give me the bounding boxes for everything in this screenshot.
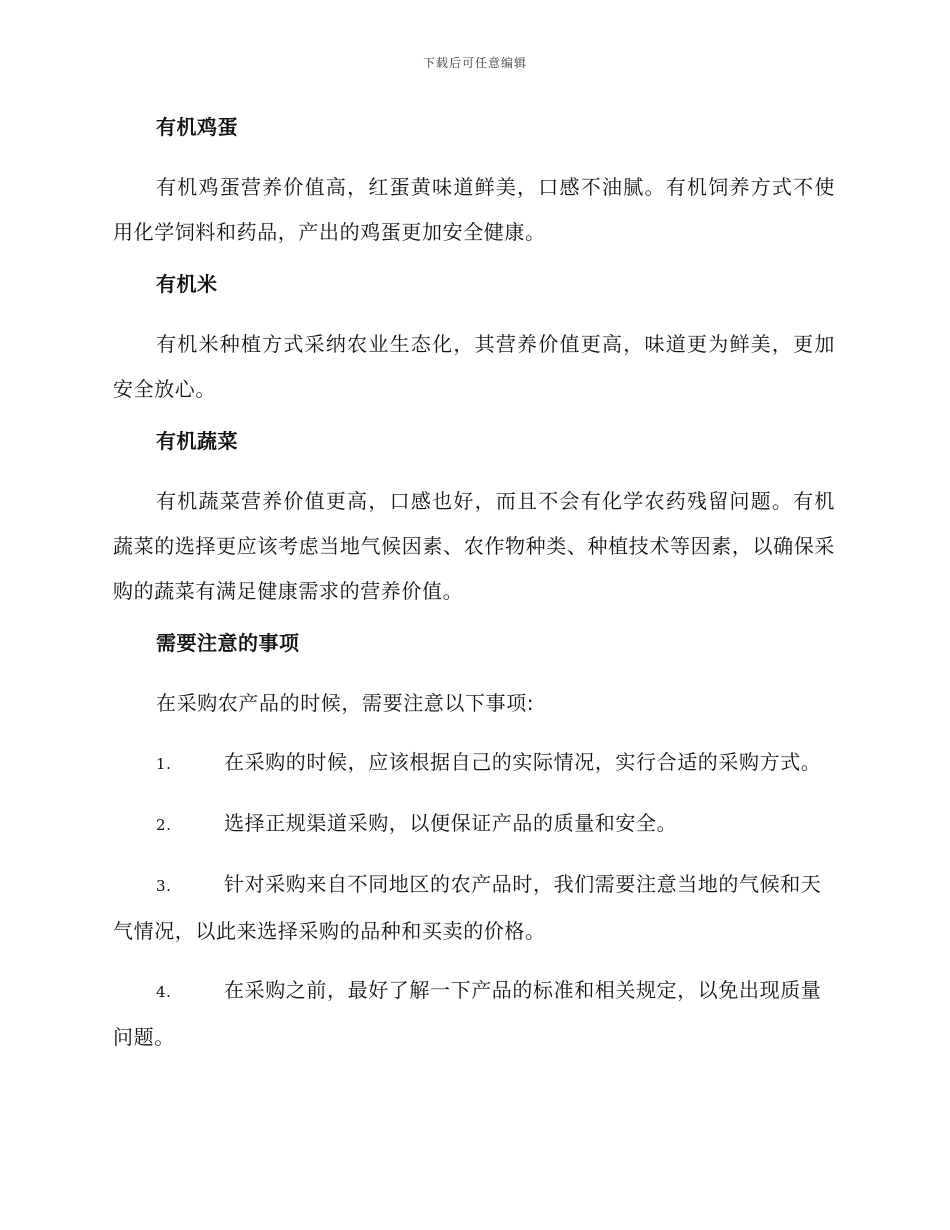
list-item <box>113 740 835 787</box>
list-item-number: 3. <box>156 877 172 895</box>
section-paragraph: 在采购农产品的时候，需要注意以下事项: <box>156 691 535 715</box>
section-paragraph: 有机米种植方式采纳农业生态化，其营养价值更高，味道更为鲜美，更加安全放心。 <box>113 332 835 401</box>
numbered-list <box>113 740 835 1060</box>
list-item-text: 选择正规渠道采购，以便保证产品的质量和安全。 <box>224 811 678 835</box>
list-item <box>113 862 835 954</box>
section-heading: 有机蔬菜 <box>156 429 238 453</box>
section-organic-eggs <box>113 112 835 255</box>
list-item-number: 1. <box>156 755 172 773</box>
section-organic-rice <box>113 269 835 412</box>
section-paragraph: 有机鸡蛋营养价值高，红蛋黄味道鲜美，口感不油腻。有机饲养方式不使用化学饲料和药品，产出的鸡蛋更加安全健康。 <box>113 175 835 244</box>
section-notes <box>113 628 835 726</box>
page-header: 下载后可任意编辑 <box>422 56 527 70</box>
list-item-number: 4. <box>156 983 172 1001</box>
section-heading: 需要注意的事项 <box>156 631 300 655</box>
section-heading: 有机米 <box>156 272 218 296</box>
list-item <box>113 801 835 848</box>
list-item-text: 在采购之前，最好了解一下产品的标准和相关规定，以免出现质量问题。 <box>113 978 822 1049</box>
section-heading: 有机鸡蛋 <box>156 115 238 139</box>
section-paragraph: 有机蔬菜营养价值更高，口感也好，而且不会有化学农药残留问题。有机蔬菜的选择更应该考虑当地气候因素、农作物种类、种植技术等因素，以确保采购的蔬菜有满足健康需求的营养价值。 <box>113 489 835 603</box>
section-organic-vegetables <box>113 426 835 614</box>
list-item-number: 2. <box>156 816 172 834</box>
document-body <box>113 112 835 1074</box>
list-item-text: 针对采购来自不同地区的农产品时，我们需要注意当地的气候和天气情况，以此来选择采购的品种和买卖的价格。 <box>113 872 822 943</box>
list-item <box>113 968 835 1060</box>
list-item-text: 在采购的时候，应该根据自己的实际情况，实行合适的采购方式。 <box>224 750 822 774</box>
